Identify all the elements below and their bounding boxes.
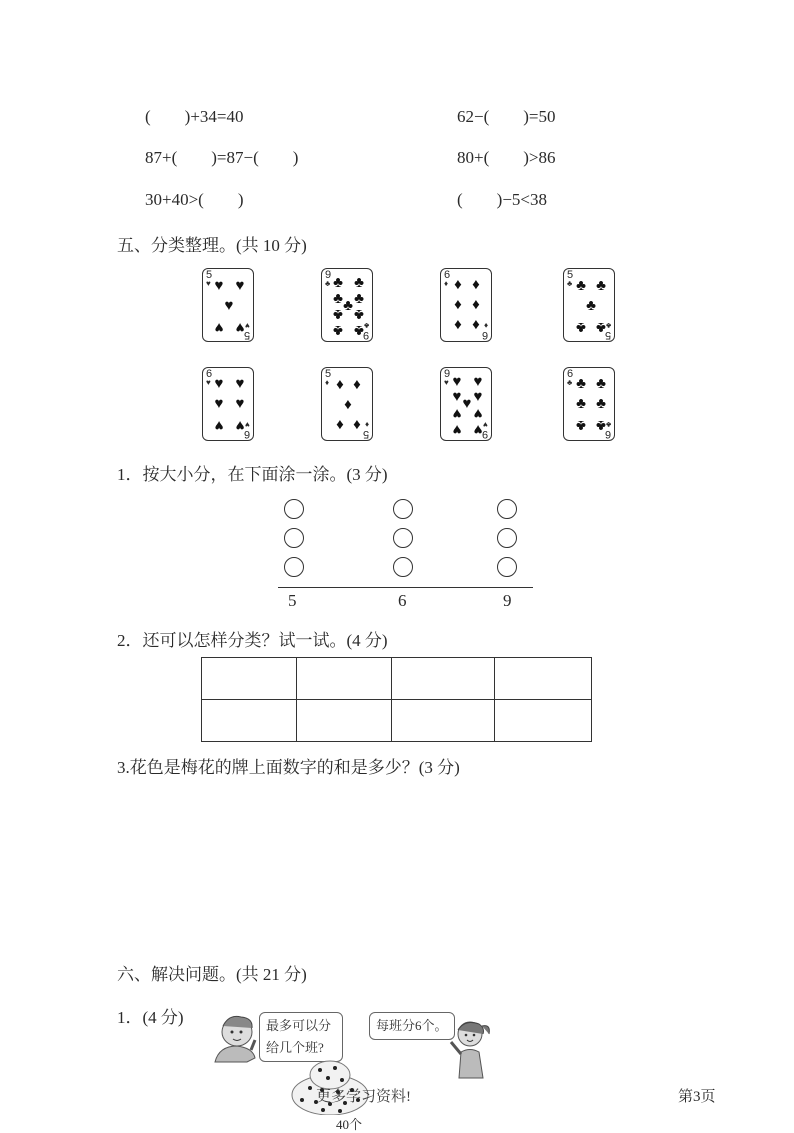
club-icon: ♣ — [605, 420, 611, 429]
heart-icon: ♥ — [206, 279, 211, 288]
equation-left-2: 87+( )=87−( ) — [145, 148, 299, 167]
club-icon: ♣ — [576, 376, 586, 392]
diamond-icon: ♦ — [483, 321, 488, 330]
card-rank: 6 — [567, 368, 574, 380]
playing-card-5-hearts — [202, 268, 254, 342]
heart-icon: ♥ — [245, 321, 250, 330]
club-icon: ♣ — [325, 279, 331, 288]
bubble-line: 每班分6个。 — [376, 1018, 448, 1033]
playing-card-6-clubs — [563, 367, 615, 441]
diamond-icon: ♦ — [454, 297, 462, 313]
club-icon: ♣ — [596, 278, 606, 294]
club-icon: ♣ — [354, 306, 364, 322]
club-icon: ♣ — [333, 306, 343, 322]
equation-right-2: 80+( )>86 — [457, 148, 556, 167]
equation-right-1: 62−( )=50 — [457, 107, 556, 126]
diamond-icon: ♦ — [444, 279, 449, 288]
circle-5-3[interactable] — [284, 557, 304, 577]
card-rank: 9 — [362, 329, 369, 341]
card-rank: 5 — [206, 269, 213, 281]
heart-icon: ♥ — [214, 417, 224, 433]
table-cell[interactable] — [296, 700, 391, 742]
club-icon: ♣ — [354, 291, 364, 307]
heart-icon: ♥ — [452, 374, 462, 390]
table-cell[interactable] — [202, 658, 297, 700]
speech-bubble-girl — [369, 1012, 455, 1040]
club-icon: ♣ — [343, 298, 353, 314]
table-cell[interactable] — [391, 700, 495, 742]
baseline-axis — [278, 587, 533, 588]
heart-icon: ♥ — [235, 396, 245, 412]
axis-label-9: 9 — [503, 591, 512, 610]
heart-icon: ♥ — [224, 298, 234, 314]
diamond-icon: ♦ — [364, 420, 369, 429]
playing-card-6-diamonds — [440, 268, 492, 342]
section-5-title: 五、分类整理。(共 10 分) — [117, 236, 307, 255]
heart-icon: ♥ — [214, 376, 224, 392]
axis-label-5: 5 — [288, 591, 297, 610]
circle-9-3[interactable] — [497, 557, 517, 577]
diamond-icon: ♦ — [353, 377, 361, 393]
diamond-icon: ♦ — [472, 277, 480, 293]
heart-icon: ♥ — [214, 319, 224, 335]
diamond-icon: ♦ — [325, 378, 330, 387]
club-icon: ♣ — [333, 322, 343, 338]
speech-bubble-boy — [259, 1012, 343, 1062]
club-icon: ♣ — [586, 298, 596, 314]
question-1-label: 1．按大小分，在下面涂一涂。(3 分) — [117, 465, 388, 484]
girl-illustration — [445, 1018, 495, 1082]
heart-icon: ♥ — [206, 378, 211, 387]
playing-card-5-diamonds — [321, 367, 373, 441]
heart-icon: ♥ — [473, 405, 483, 421]
card-rank: 5 — [362, 428, 369, 440]
club-icon: ♣ — [576, 278, 586, 294]
circle-5-2[interactable] — [284, 528, 304, 548]
club-icon: ♣ — [576, 396, 586, 412]
diamond-icon: ♦ — [454, 277, 462, 293]
heart-icon: ♥ — [444, 378, 449, 387]
table-cell[interactable] — [391, 658, 495, 700]
circle-9-2[interactable] — [497, 528, 517, 548]
watermark-text: 更多学习资料! — [316, 1089, 411, 1105]
axis-label-6: 6 — [398, 591, 407, 610]
diamond-icon: ♦ — [472, 297, 480, 313]
classification-table — [201, 657, 592, 742]
circle-6-3[interactable] — [393, 557, 413, 577]
diamond-icon: ♦ — [336, 377, 344, 393]
card-rank: 9 — [481, 428, 488, 440]
question-2-label: 2．还可以怎样分类？试一试。(4 分) — [117, 631, 388, 650]
club-icon: ♣ — [596, 376, 606, 392]
boy-illustration — [207, 1012, 262, 1067]
playing-card-9-clubs — [321, 268, 373, 342]
question-3-label: 3.花色是梅花的牌上面数字的和是多少？(3 分) — [117, 758, 460, 777]
club-icon: ♣ — [596, 396, 606, 412]
card-rank: 6 — [444, 269, 451, 281]
table-row — [202, 658, 592, 700]
card-rank: 6 — [243, 428, 250, 440]
club-icon: ♣ — [354, 275, 364, 291]
card-rank: 5 — [567, 269, 574, 281]
table-cell[interactable] — [296, 658, 391, 700]
heart-icon: ♥ — [235, 417, 245, 433]
diamond-icon: ♦ — [353, 417, 361, 433]
table-row — [202, 700, 592, 742]
heart-icon: ♥ — [214, 278, 224, 294]
table-cell[interactable] — [495, 700, 592, 742]
section-6-question-1-label: 1．(4 分) — [117, 1008, 184, 1027]
club-icon: ♣ — [596, 319, 606, 335]
heart-icon: ♥ — [483, 420, 488, 429]
table-cell[interactable] — [202, 700, 297, 742]
heart-icon: ♥ — [452, 421, 462, 437]
diamond-icon: ♦ — [344, 397, 352, 413]
card-rank: 5 — [243, 329, 250, 341]
heart-icon: ♥ — [462, 396, 472, 412]
heart-icon: ♥ — [235, 319, 245, 335]
club-icon: ♣ — [576, 319, 586, 335]
card-rank: 5 — [325, 368, 332, 380]
heart-icon: ♥ — [214, 396, 224, 412]
heart-icon: ♥ — [452, 389, 462, 405]
club-icon: ♣ — [605, 321, 611, 330]
diamond-icon: ♦ — [454, 317, 462, 333]
page-number: 第3页 — [678, 1089, 716, 1105]
club-icon: ♣ — [567, 279, 573, 288]
equation-right-3: ( )−5<38 — [457, 190, 547, 209]
heart-icon: ♥ — [473, 374, 483, 390]
circle-5-1[interactable] — [284, 499, 304, 519]
section-6-title: 六、解决问题。(共 21 分) — [117, 965, 307, 984]
circle-6-1[interactable] — [393, 499, 413, 519]
heart-icon: ♥ — [245, 420, 250, 429]
club-icon: ♣ — [363, 321, 369, 330]
club-icon: ♣ — [333, 275, 343, 291]
circle-9-1[interactable] — [497, 499, 517, 519]
club-icon: ♣ — [354, 322, 364, 338]
bubble-line: 给几个班? — [266, 1040, 324, 1055]
club-icon: ♣ — [567, 378, 573, 387]
playing-card-5-clubs — [563, 268, 615, 342]
heart-icon: ♥ — [452, 405, 462, 421]
card-rank: 6 — [481, 329, 488, 341]
heart-icon: ♥ — [235, 376, 245, 392]
card-rank: 6 — [604, 428, 611, 440]
playing-card-9-hearts — [440, 367, 492, 441]
table-cell[interactable] — [495, 658, 592, 700]
card-rank: 9 — [325, 269, 332, 281]
club-icon: ♣ — [333, 291, 343, 307]
equation-left-1: ( )+34=40 — [145, 107, 244, 126]
heart-icon: ♥ — [235, 278, 245, 294]
club-icon: ♣ — [596, 417, 606, 433]
card-rank: 6 — [206, 368, 213, 380]
circle-6-2[interactable] — [393, 528, 413, 548]
card-rank: 9 — [444, 368, 451, 380]
playing-card-6-hearts — [202, 367, 254, 441]
diamond-icon: ♦ — [472, 317, 480, 333]
bubble-line: 最多可以分 — [266, 1018, 332, 1033]
heart-icon: ♥ — [473, 421, 483, 437]
partial-caption: 40个 — [336, 1117, 363, 1132]
heart-icon: ♥ — [473, 389, 483, 405]
club-icon: ♣ — [576, 417, 586, 433]
card-rank: 5 — [604, 329, 611, 341]
diamond-icon: ♦ — [336, 417, 344, 433]
equation-left-3: 30+40>( ) — [145, 190, 244, 209]
